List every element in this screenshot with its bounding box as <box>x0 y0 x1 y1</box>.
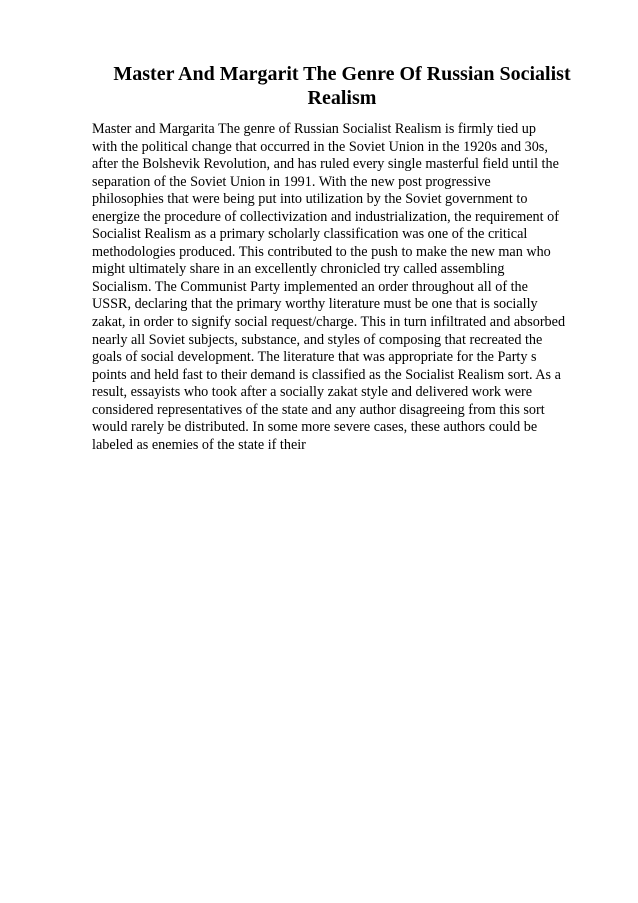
body-line: Socialism. The Communist Party implemented an order throughout all of the <box>92 278 528 295</box>
document-title: Master And Margarit The Genre Of Russian Socialist Realism <box>113 63 571 109</box>
body-line: philosophies that were being put into utilization by the Soviet government to <box>92 191 528 208</box>
body-line: zakat, in order to signify social request/charge. This in turn infiltrated and absorbed <box>92 314 566 331</box>
body-line: might ultimately share in an excellently chronicled try called assembling <box>92 261 505 278</box>
document-body <box>92 121 592 454</box>
body-line: labeled as enemies of the state if their <box>92 436 306 453</box>
body-line: separation of the Soviet Union in 1991. With the new post progressive <box>92 173 491 190</box>
body-line: energize the procedure of collectivization and industrialization, the requirement of <box>92 208 559 225</box>
body-line: methodologies produced. This contributed to the push to make the new man who <box>92 243 551 260</box>
body-line: Master and Margarita The genre of Russian Socialist Realism is firmly tied up <box>92 121 536 137</box>
body-line: goals of social development. The literature that was appropriate for the Party s <box>92 349 537 366</box>
body-line: would rarely be distributed. In some more severe cases, these authors could be <box>92 419 538 436</box>
body-line: Socialist Realism as a primary scholarly classification was one of the critical <box>92 226 528 243</box>
body-line: considered representatives of the state and any author disagreeing from this sort <box>92 401 545 418</box>
body-line: with the political change that occurred in the Soviet Union in the 1920s and 30s, <box>92 138 548 155</box>
body-line: result, essayists who took after a socially zakat style and delivered work were <box>92 384 533 401</box>
body-line: nearly all Soviet subjects, substance, and styles of composing that recreated the <box>92 331 543 348</box>
body-line: USSR, declaring that the primary worthy literature must be one that is socially <box>92 296 538 313</box>
body-line: after the Bolshevik Revolution, and has ruled every single masterful field until the <box>92 156 559 173</box>
body-line: points and held fast to their demand is classified as the Socialist Realism sort. As a <box>92 366 561 383</box>
